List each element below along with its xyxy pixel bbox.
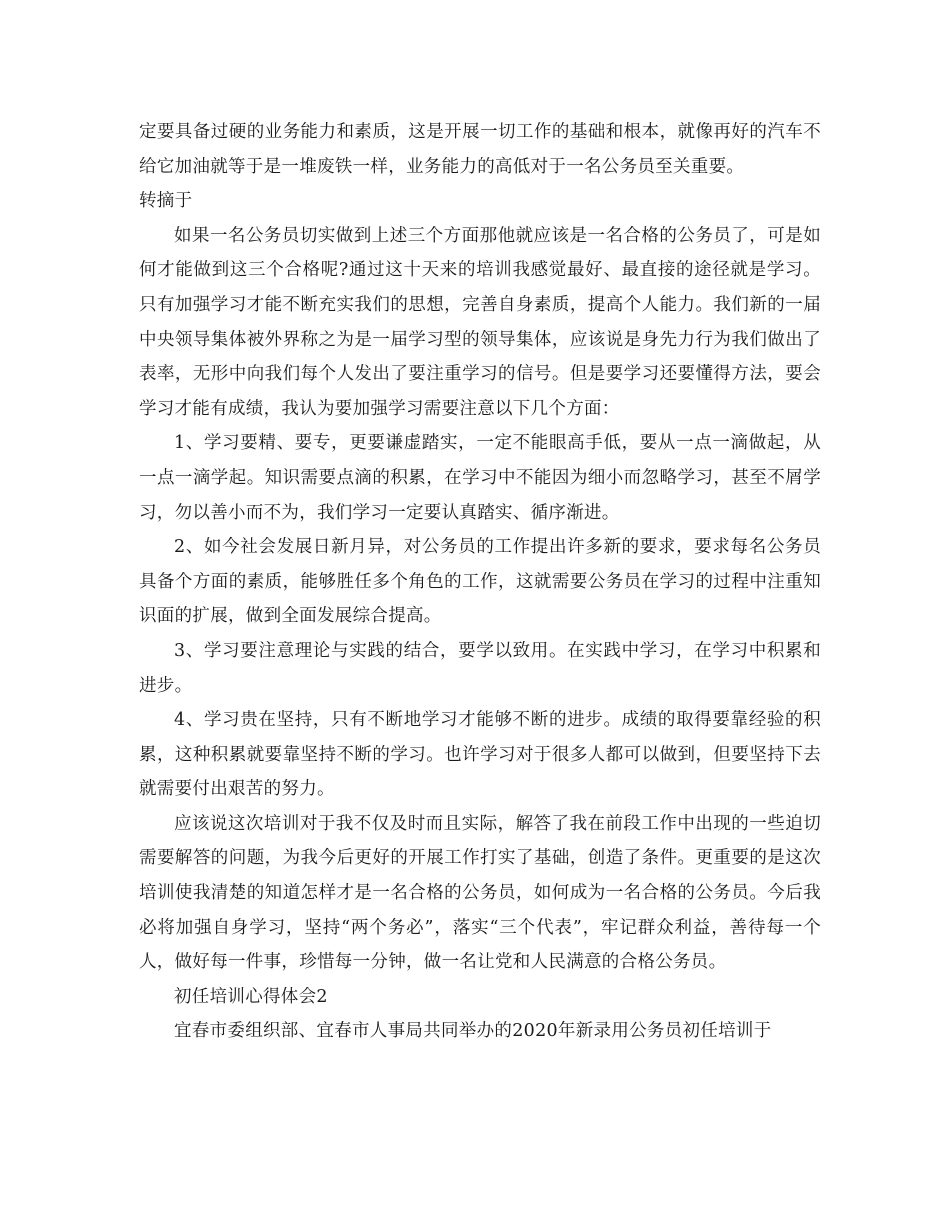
paragraph-1: 定要具备过硬的业务能力和素质，这是开展一切工作的基础和根本，就像再好的汽车不给它加油就等于是一堆废铁一样，业务能力的高低对于一名公务员至关重要。 [139, 122, 821, 177]
paragraph-7: 4、学习贵在坚持，只有不断地学习才能够不断的进步。成绩的取得要靠经验的积累，这种积累就要靠坚持不断的学习。也许学习对于很多人都可以做到，但要坚持下去就需要付出艰苦的努力。 [139, 710, 821, 800]
paragraph-4: 1、学习要精、要专，更要谦虚踏实，一定不能眼高手低，要从一点一滴做起，从一点一滴学起。知识需要点滴的积累，在学习中不能因为细小而忽略学习，甚至不屑学习，勿以善小而不为，我们学习一定要认真踏实、循序渐进。 [139, 433, 821, 523]
paragraph-8: 应该说这次培训对于我不仅及时而且实际，解答了我在前段工作中出现的一些迫切需要解答的问题，为我今后更好的开展工作打实了基础，创造了条件。更重要的是这次培训使我清楚的知道怎样才是一名合格的公务员，如何成为一名合格的公务员。今后我必将加强自身学习，坚持“两个务必”，落实“三个代表”，牢记群众利益，善待每一个人，做好每一件事，珍惜每一分钟，做一名让党和人民满意的合格公务员。 [139, 813, 821, 973]
paragraph-3: 如果一名公务员切实做到上述三个方面那他就应该是一名合格的公务员了，可是如何才能做到这三个合格呢?通过这十天来的培训我感觉最好、最直接的途径就是学习。只有加强学习才能不断充实我们的思想，完善自身素质，提高个人能力。我们新的一届中央领导集体被外界称之为是一届学习型的领导集体，应该说是身先力行为我们做出了表率，无形中向我们每个人发出了要注重学习的信号。但是要学习还要懂得方法，要会学习才能有成绩，我认为要加强学习需要注意以下几个方面： [139, 225, 821, 419]
paragraph-6: 3、学习要注意理论与实践的结合，要学以致用。在实践中学习，在学习中积累和进步。 [139, 640, 821, 696]
document-body [139, 115, 821, 1049]
paragraph-5: 2、如今社会发展日新月异，对公务员的工作提出许多新的要求，要求每名公务员具备个方面的素质，能够胜任多个角色的工作，这就需要公务员在学习的过程中注重知识面的扩展，做到全面发展综合提高。 [139, 537, 821, 627]
paragraph-2: 转摘于 [139, 191, 193, 212]
paragraph-9: 宜春市委组织部、宜春市人事局共同举办的2020年新录用公务员初任培训于 [174, 1021, 772, 1042]
section-heading: 初任培训心得体会2 [174, 986, 328, 1007]
